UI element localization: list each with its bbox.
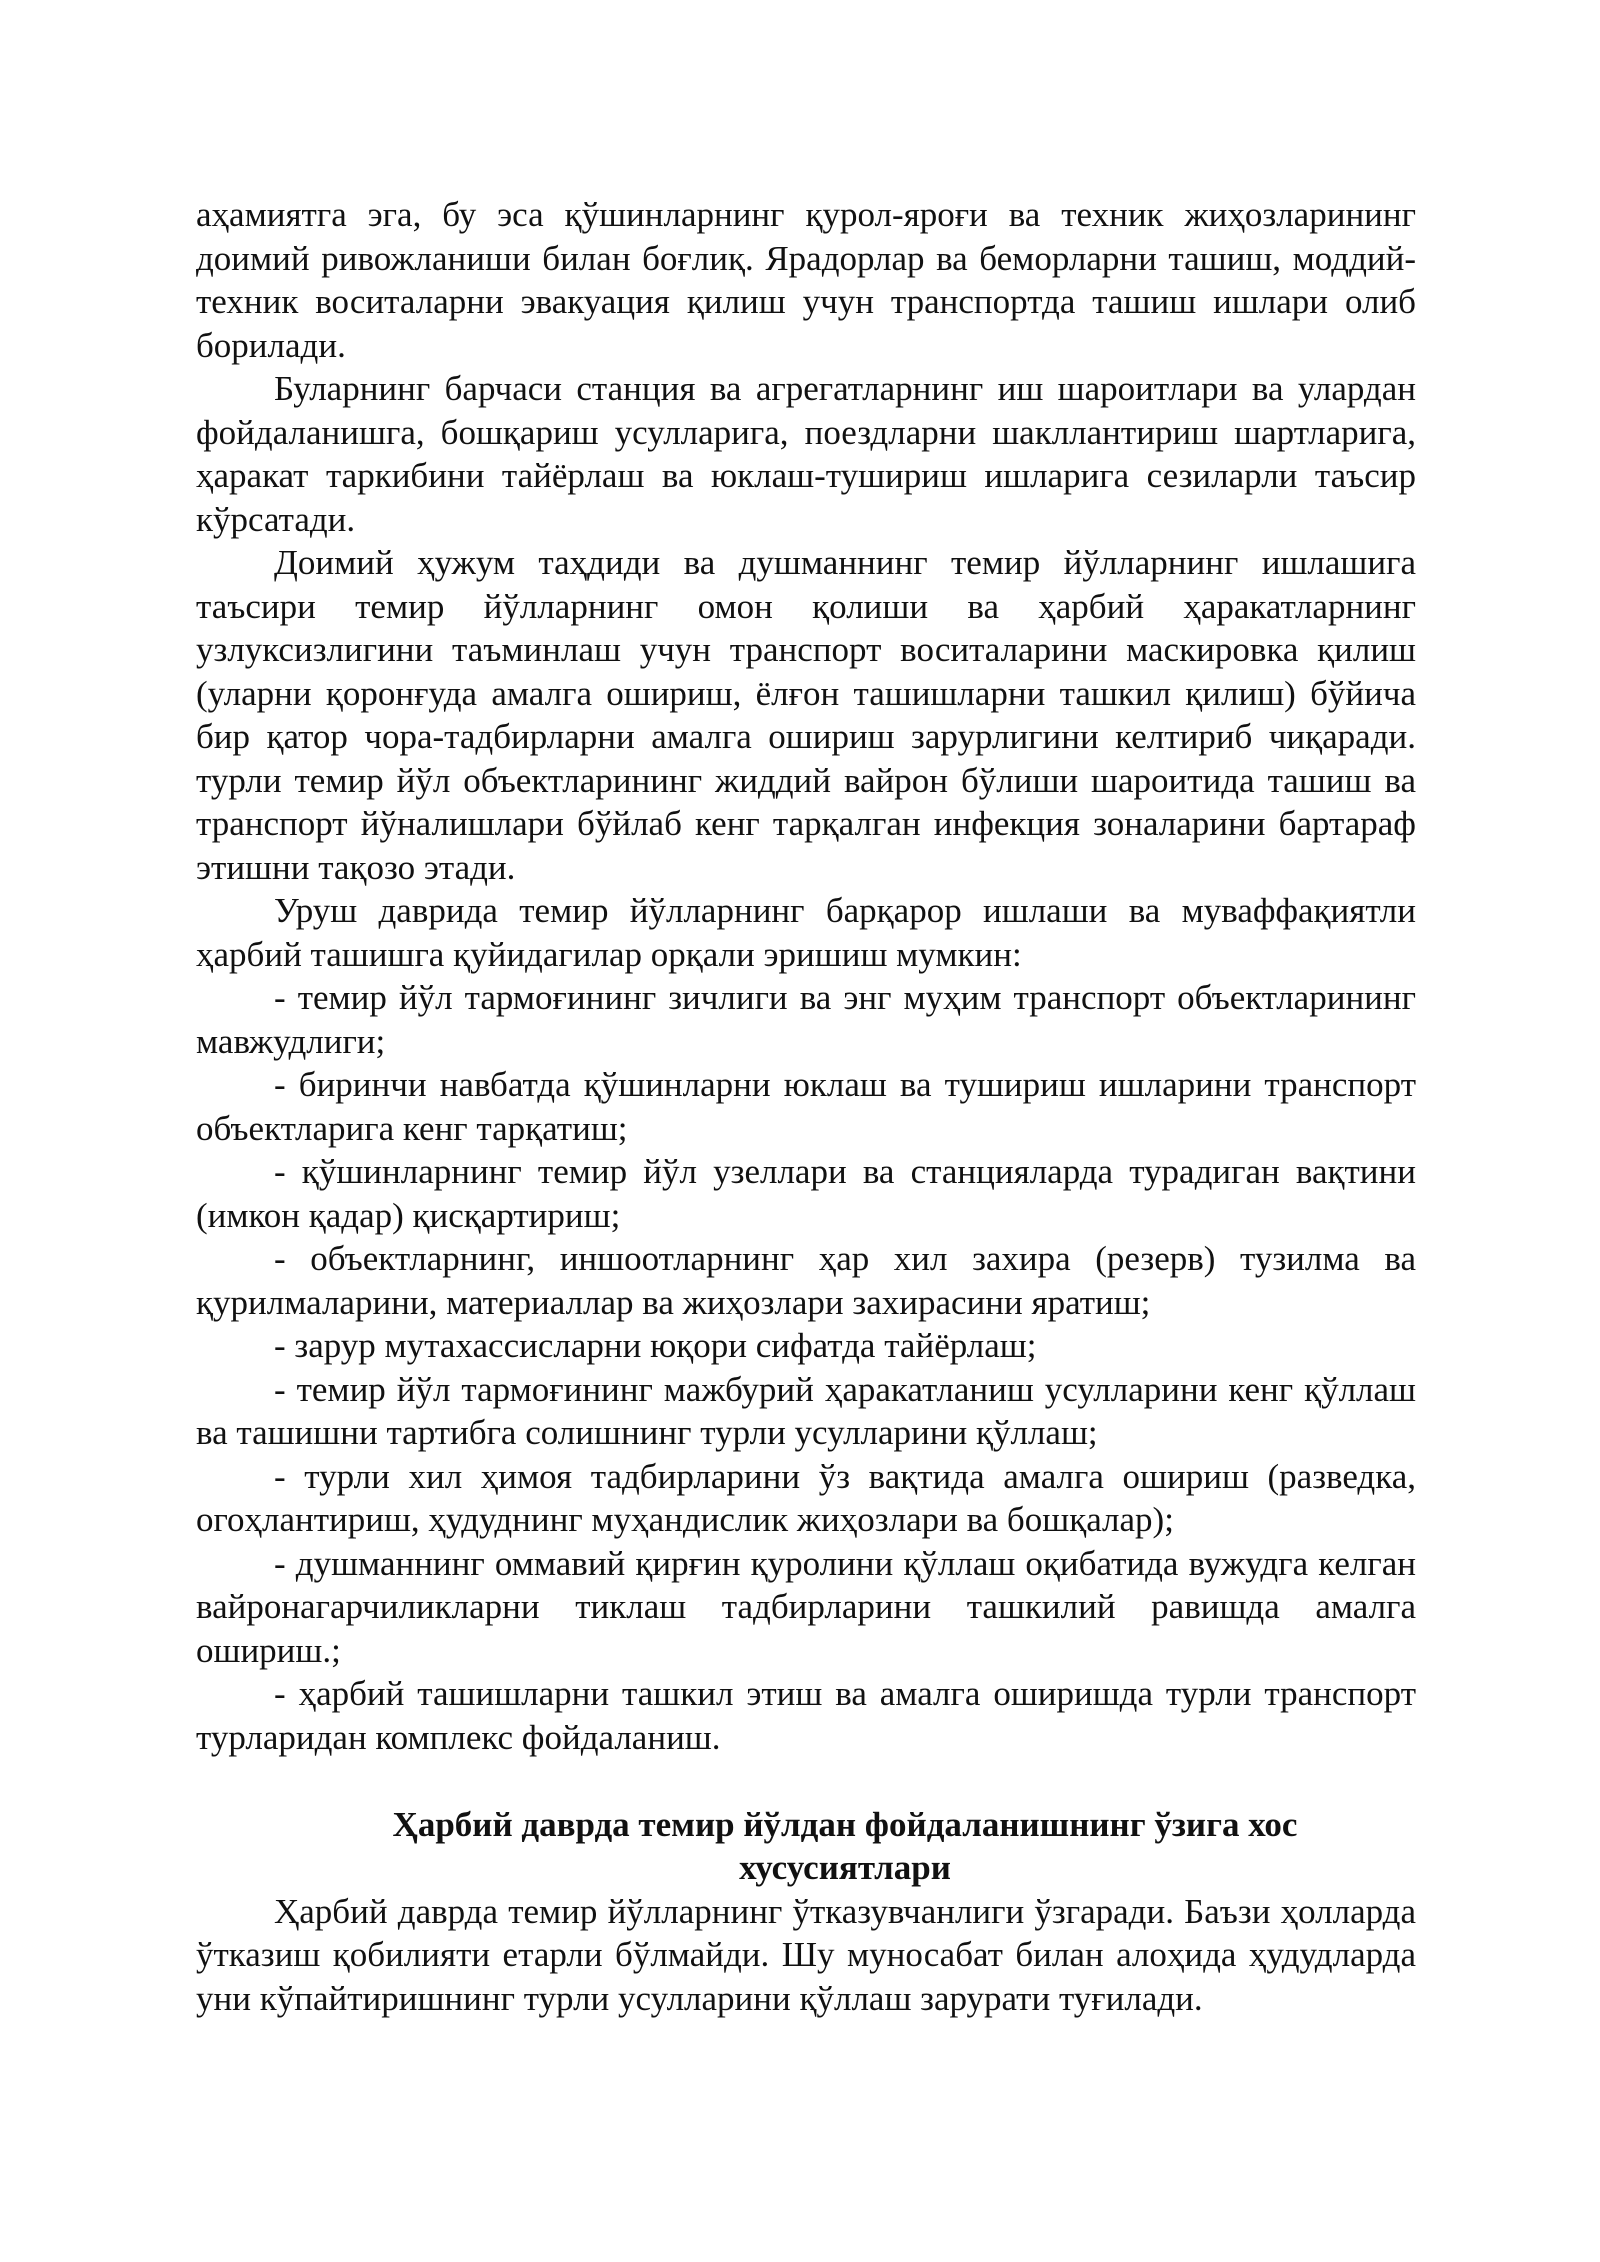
list-item-network-density: - темир йўл тармоғининг зичлиги ва энг муҳим транспорт объектларининг мавжудлиги; [196, 978, 1416, 1061]
list-item-forced-movement: - темир йўл тармоғининг мажбурий ҳаракатланиш усулларини кенг қўллаш ва ташишни тартибга солишнинг турли усулларини қўллаш; [196, 1369, 1416, 1452]
paragraph-wartime-intro: Уруш даврида темир йўлларнинг барқарор ишлаши ва муваффақиятли ҳарбий ташишга қуйидагилар орқали эришиш мумкин: [196, 891, 1416, 974]
section-spacer [196, 1759, 1416, 1803]
list-item-specialist-training: - зарур мутахассисларни юқори сифатда тайёрлаш; [274, 1326, 1037, 1365]
list-item-restoration: - душманнинг оммавий қирғин қуролини қўллаш оқибатида вужудга келган вайронагарчиликларни тиклаш тадбирларини ташкилий равишда амалга ошириш.; [196, 1543, 1416, 1670]
section-heading-line2: хусусиятлари [739, 1848, 951, 1887]
paragraph-threat: Доимий ҳужум таҳдиди ва душманнинг темир йўлларнинг ишлашига таъсири темир йўлларнинг омон қолиши ва ҳарбий ҳаракатларнинг узлуксизлигини таъминлаш учун транспорт воситаларини маскировка қилиш (уларни қоронғуда амалга ошириш, ёлғон ташишларни ташкил қилиш) бўйича бир қатор чора-тадбирларни амалга ошириш зарурлигини келтириб чиқаради. турли темир йўл объектларининг жиддий вайрон бўлиши шароитида ташиш ва транспорт йўналишлари бўйлаб кенг тарқалган инфекция зоналарини бартараф этишни тақозо этади. [196, 543, 1416, 887]
list-item-reserve-creation: - объектларнинг, иншоотларнинг ҳар хил захира (резерв) тузилма ва қурилмаларини, материаллар ва жиҳозлари захирасини яратиш; [196, 1239, 1416, 1322]
paragraph-continuation: аҳамиятга эга, бу эса қўшинларнинг қурол-яроғи ва техник жиҳозларининг доимий ривожланиши билан боғлиқ. Ярадорлар ва беморларни ташиш, моддий-техник воситаларни эвакуация қилиш учун транспортда ташиш ишлари олиб борилади. [196, 195, 1416, 365]
paragraph-conditions: Буларнинг барчаси станция ва агрегатларнинг иш шароитлари ва улардан фойдаланишга, бошқариш усулларига, поездларни шакллантириш шартларига, ҳаракат таркибини тайёрлаш ва юклаш-тушириш ишларига сезиларли таъсир кўрсатади. [196, 369, 1416, 539]
document-text-body [196, 193, 1416, 2020]
paragraph-throughput: Ҳарбий даврда темир йўлларнинг ўтказувчанлиги ўзгаради. Баъзи ҳолларда ўтказиш қобилияти етарли бўлмайди. Шу муносабат билан алоҳида ҳудудларда уни кўпайтиришнинг турли усулларини қўллаш зарурати туғилади. [196, 1891, 1416, 2018]
section-heading-line1: Ҳарбий даврда темир йўлдан фойдаланишнинг ўзига хос [392, 1804, 1298, 1844]
list-item-loading-distribution: - биринчи навбатда қўшинларни юклаш ва тушириш ишларини транспорт объектларига кенг тарқатиш; [196, 1065, 1416, 1148]
list-item-protection-measures: - турли хил ҳимоя тадбирларини ўз вақтида амалга ошириш (разведка, огоҳлантириш, ҳудуднинг муҳандислик жиҳозлари ва бошқалар); [196, 1456, 1416, 1539]
list-item-complex-transport: - ҳарбий ташишларни ташкил этиш ва амалга оширишда турли транспорт турларидан комплекс фойдаланиш. [196, 1674, 1416, 1757]
list-item-reduce-stay-time: - қўшинларнинг темир йўл узеллари ва станцияларда турадиган вақтини (имкон қадар) қисқартириш; [196, 1152, 1416, 1235]
